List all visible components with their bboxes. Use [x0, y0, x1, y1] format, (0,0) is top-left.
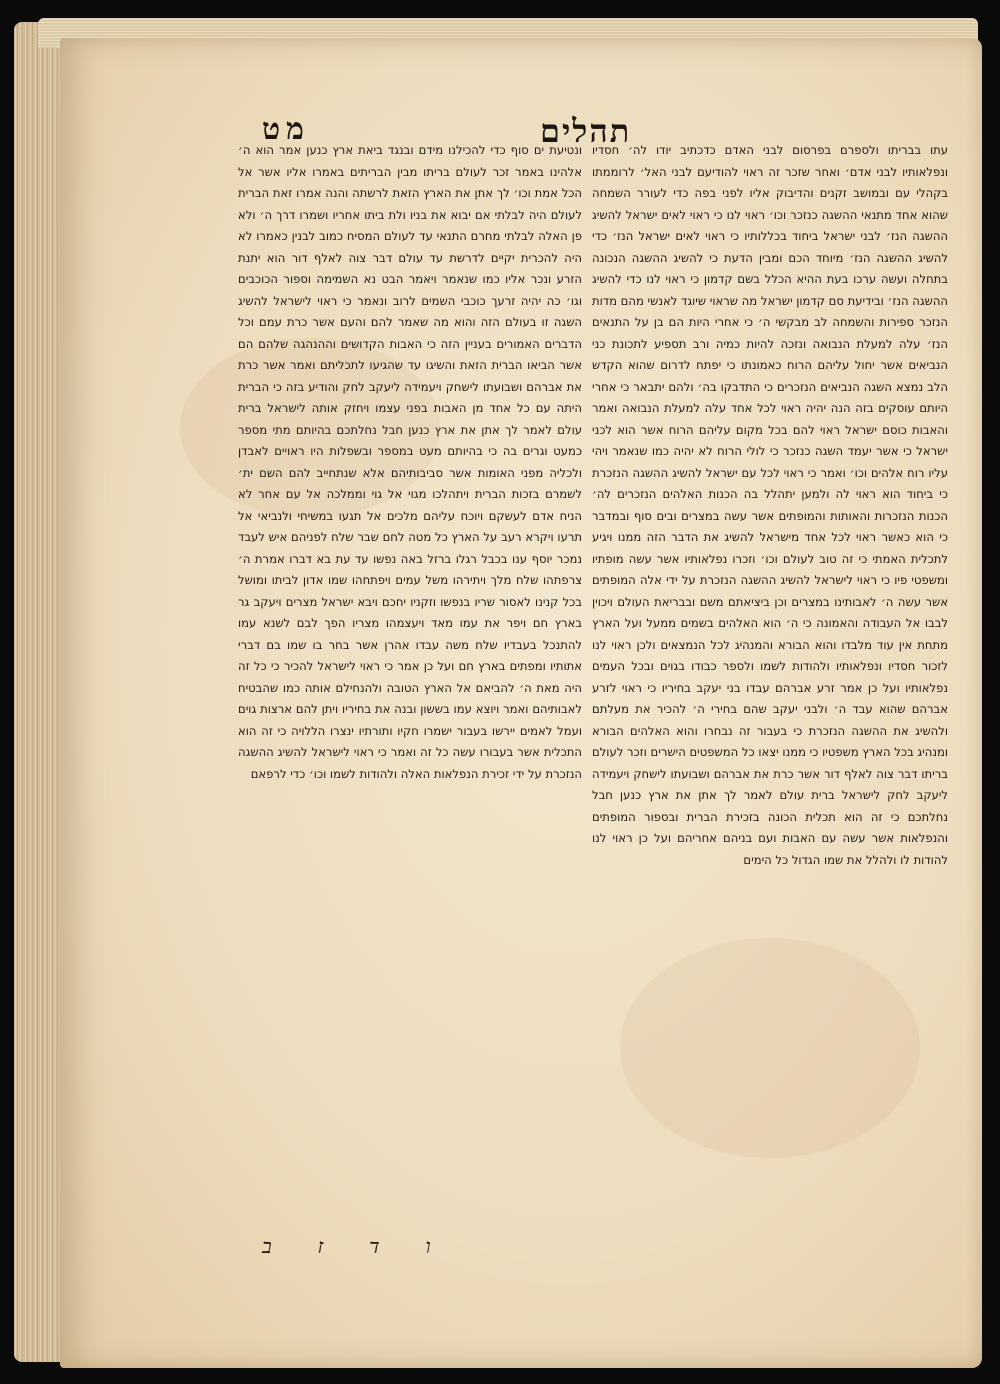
signature-mark: ב [262, 1234, 272, 1258]
folio-number: מט [262, 112, 310, 147]
paper-stain [620, 938, 920, 1158]
signature-mark: ז [317, 1234, 324, 1258]
column-text: עתו בבריתו ולספרם בפרסום לבני האדם כדכתיב יודו לה׳ חסדיו ונפלאותיו לבני אדם׳ ואחר שזכר זה ראוי להודיעם לבני האל׳ לרוממתו בקהלי עם ובמושב זקנים והדיבוק אליו לפני בפה כדי לעורר השמחה שהוא אחד מתנאי ההשגה כנזכר וכו׳ ראוי לנו כי ראוי לאים ישראל להשיג ההשגה הנז׳ לבני ישראל ביחוד בכללותיו כי ראוי לאים ישראל הנז׳ כדי להשיג ההשגה הנז׳ מיוחד הכם ומבין הדעת כי להשיג ההשגה הנכונה בתחלה ועשה ערכו בעת ההיא הכלל בשם קדמון כי ראוי לנו כדי להשיג ההשגה הנז׳ ובידיעת סם קדמון ישראל מה שראוי שיוגד לאנשי מהם מדות הנזכר ספירות והשמחה לב מבקשי ה׳ כי אחרי היות הם בן על התנאים הנז׳ עלה למעלת הנבואה ונזכה להיות כמיה ורב תספיע לתכונת כני הנביאים אשר יחול עליהם הרוח כאמונתו כי יפתח לדרום שהוא הקדש הלב נמצא השגה הנביאים הנזכרים כי התדבקו בה׳ ולהם יתבאר כי אחרי היותם עוסקים בזה הנה יהיה ראוי לכל אחד עלה למעלת הנבואה ואמר והאבות כוסם ישראל ראוי להם בכל מקום עליהם הרוח אשר הוא לכני ישראל כי אשר יעמד השגה כנזכר כי לולי הרוח לא יהיה כמו שנאמר ויהי עליו רוח אלהים וכו׳ ואמר כי ראוי לכל עם ישראל להשיג ההשגה הנזכרת כי ביחוד הוא ראוי לה ולמען יתהלל בה הכנות האלהים הנזכרים לה׳ הכנות הנזכרות והאותות והמופתים אשר עשה במצרים ובים סוף ובמדבר כי הוא כאשר ראוי לכל אחד מישראל להשיג את הדבר הזה ממנו ויגיע לתכלית האמתי כי זה טוב לעולם וכו׳ וזכרו נפלאותיו אשר עשה מופתיו ומשפטי פיו כי ראוי לישראל להשיג ההשגה הנזכרת על ידי אלה המופתים אשר עשה ה׳ לאבותינו במצרים וכן ביציאתם משם ובבריאת העולם ויכוין לבבו אל העבודה והאמונה כי ה׳ הוא האלהים בשמים ממעל ועל הארץ מתחת אין עוד מלבדו והוא הבורא והמנהיג לכל הנמצאים ולכן ראוי לנו לזכור חסדיו ונפלאותיו ולהודות לשמו ולספר כבודו בגוים ובכל העמים נפלאותיו ועל כן אמר זרע אברהם עבדו בני יעקב בחיריו כי ראוי לזרע אברהם שהוא עבד ה׳ ולבני יעקב שהם בחירי ה׳ להכיר את מעלתם ולהשיג את ההשגה הנזכרת כי בעבור זה נבחרו והוא האלהים הבורא ומנהיג בכל הארץ משפטיו כי ממנו יצאו כל המשפטים הישרים וזכר לעולם בריתו דבר צוה לאלף דור אשר כרת את אברהם ושבועתו לישחק ויעמידה ליעקב לחק לישראל ברית עולם לאמר לך אתן את ארץ כנען חבל נחלתכם כי זה הוא תכלית הכונה בזכירת הברית ובספור המופתים והנפלאות אשר עשה עם האבות ועם בניהם אחריהם ועל כן ראוי לנו להודות לו ולהלל את שמו הגדול כל הימים [592, 143, 948, 867]
column-text: ונטיעת ים סוף כדי להכילנו מידם ובנגד ביאת ארץ כנען אמר הוא ה׳ אלהינו באמר זכר לעולם בריתו מבין הבריתים באמרו אליו אשר אל הכל אמת וכו׳ לך אתן את הארץ הזאת לרשתה והנה אמרו זאת הברית לעולם היה לבלתי אם יבוא את בניו ולת ביתו אחריו ושמרו דרך ה׳ ולא פן האלה לבלתי מחרם התנאי עד לעולם המסיח כמוב לבנין כאמרו לא היה להכרית יקיים לדרשת עד עולם דבר צוה לאלף דור הוא יתנת הזרע ונכר אליו כמו שנאמר ויאמר הבט נא השמימה וספור הכוכבים וגו׳ כה יהיה זרעך כוכבי השמים לרוב ונאמר כי ראוי לישראל להשיג השגה זו בעולם הזה והוא מה שאמר להם והעם אשר כרת עמם וכל הדברים האמורים בעניין הזה כי האבות הקדושים וההנהגה שלהם הם אשר הביאו הברית הזאת והשיגו עד שהגיעו לתכליתם ואמר אשר כרת את אברהם ושבועתו לישחק ויעמידה ליעקב לחק והודיע בזה כי הברית היתה עם כל אחד מן האבות בפני עצמו ויחזק אותה לישראל ברית עולם לאמר לך אתן את ארץ כנען חבל נחלתכם בהיותם מתי מספר כמעט וגרים בה כי בהיותם מעט במספר ובשפלות היו ראויים לאבדן ולכליה מפני האומות אשר סביבותיהם אלא שנתחייב להם השם ית׳ לשמרם בזכות הברית ויתהלכו מגוי אל גוי וממלכה אל עם אחר לא הניח אדם לעשקם ויוכח עליהם מלכים אל תגעו במשיחי ולנביאי אל תרעו ויקרא רעב על הארץ כל מטה לחם שבר שלח לפניהם איש לעבד נמכר יוסף ענו בכבל רגלו ברזל באה נפשו עד עת בא דברו אמרת ה׳ צרפתהו שלח מלך ויתירהו משל עמים ויפתחהו שמו אדון לביתו ומושל בכל קנינו לאסור שריו בנפשו וזקניו יחכם ויבא ישראל מצרים ויעקב גר בארץ חם ויפר את עמו מאד ויעצמהו מצריו הפך לבם לשנא עמו להתנכל בעבדיו שלח משה עבדו אהרן אשר בחר בו שמו בם דברי אתותיו ומפתים בארץ חם ועל כן אמר כי ראוי לישראל להכיר כי כל זה היה מאת ה׳ להביאם אל הארץ הטובה ולהנחילם אותה כמו שהבטיח לאבותיהם ואמר ויוצא עמו בששון ובנה את בחיריו ויתן להם ארצות גוים ועמל לאמים יירשו בעבור ישמרו חקיו ותורתיו ינצרו הללויה כי זה הוא התכלית אשר בעבורו עשה כל זה ואמר כי ראוי לישראל להשיג ההשגה הנזכרת על ידי זכירת הנפלאות האלה ולהודות לשמו וכו׳ כדי לרפאם [238, 143, 582, 781]
text-column-right [592, 140, 948, 871]
signature-mark: ד [369, 1234, 380, 1258]
text-column-left [238, 140, 582, 785]
signature-mark: ו [425, 1234, 431, 1258]
signature-marks [262, 1234, 462, 1259]
running-head-title: תהלים [540, 112, 632, 150]
